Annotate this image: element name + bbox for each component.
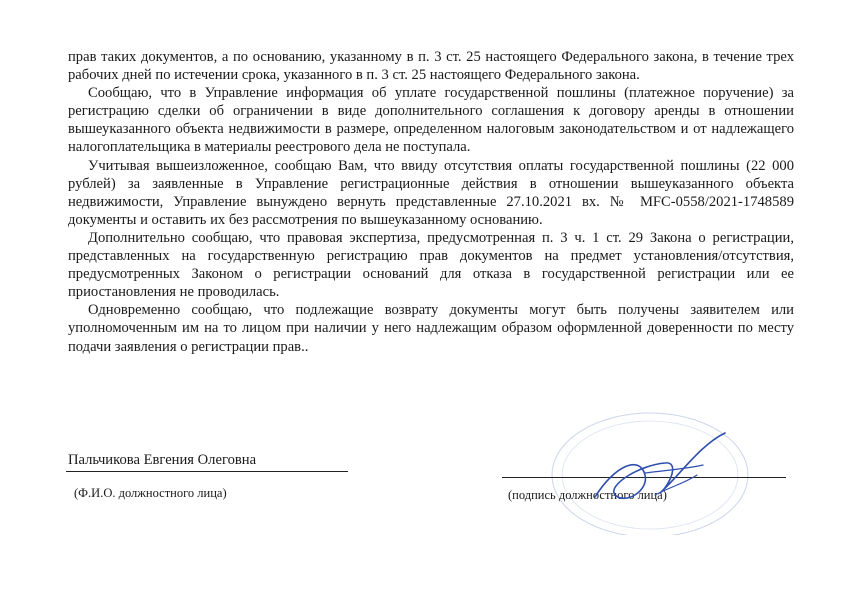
letter-body <box>68 48 794 356</box>
official-name: Пальчикова Евгения Олеговна <box>68 452 257 468</box>
paragraph-4: Дополнительно сообщаю, что правовая экспертиза, предусмотренная п. 3 ч. 1 ст. 29 Закона о регистрации, представленных на государственную регистрацию прав документов на предмет установления/отсутствия, предусмотренных Законом о регистрации оснований для отказа в государственной регистрации или ее приостановления не проводилась. <box>68 229 794 301</box>
name-line <box>66 471 348 472</box>
paragraph-3: Учитывая вышеизложенное, сообщаю Вам, что ввиду отсутствия оплаты государственной пошлины (22 000 рублей) за заявленные в Управление регистрационные действия в отношении вышеуказанного объекта недвижимости, Управление вынуждено вернуть представленные 27.10.2021 вх. № MFC-0558/2021-1748589 документы и оставить их без рассмотрения по вышеуказанному основанию. <box>68 157 794 228</box>
paragraph-5: Одновременно сообщаю, что подлежащие возврату документы могут быть получены заявителем или уполномоченным им на то лицом при наличии у него надлежащим образом оформленной доверенности по месту подачи заявления о регистрации прав.. <box>68 302 794 355</box>
name-caption: (Ф.И.О. должностного лица) <box>74 486 227 500</box>
signature-line <box>502 477 786 478</box>
signature-caption: (подпись должностного лица) <box>508 488 667 502</box>
paragraph-1: прав таких документов, а по основанию, указанному в п. 3 ст. 25 настоящего Федерального закона, в течение трех рабочих дней по истечении срока, указанного в п. 3 ст. 25 настоящего Федерального закона. <box>68 49 794 84</box>
stamp-seal <box>540 395 750 535</box>
paragraph-2: Сообщаю, что в Управление информация об уплате государственной пошлины (платежное поручение) за регистрацию сделки об ограничении в виде дополнительного соглашения к договору аренды в отношении вышеуказанного объекта недвижимости в размере, определенном налоговым законодательством и от надлежащего налогоплательщика в материалы реестрового дела не поступала. <box>68 85 794 156</box>
